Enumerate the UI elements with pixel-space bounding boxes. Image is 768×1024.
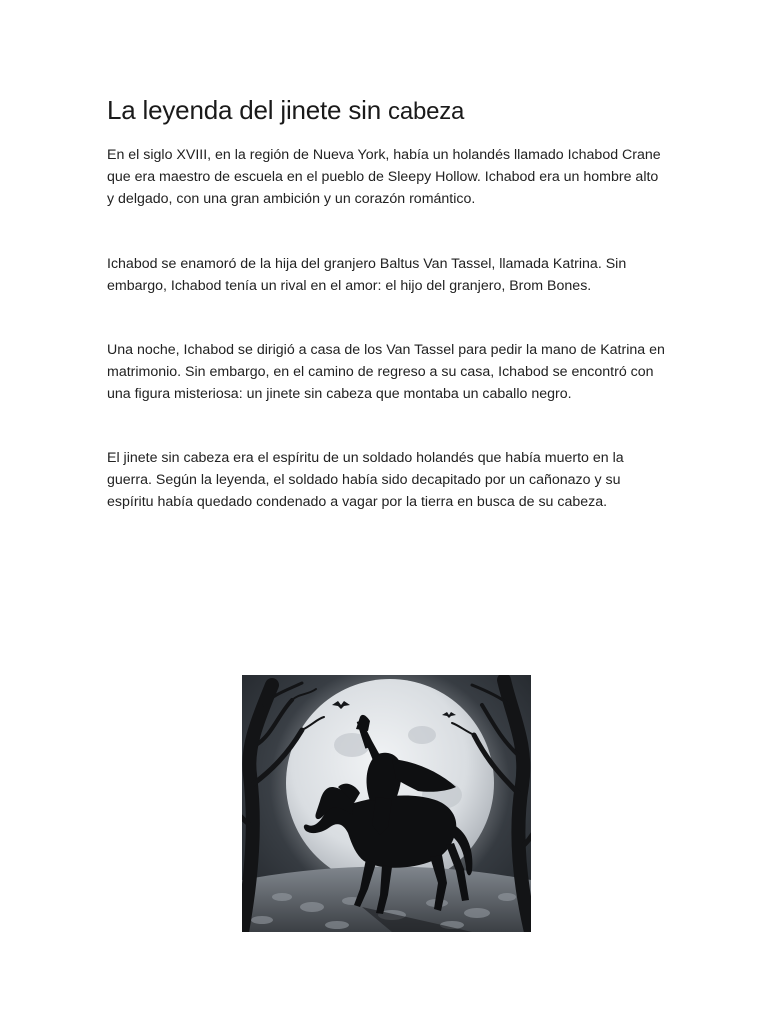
paragraph-1: En el siglo XVIII, en la región de Nueva York, había un holandés llamado Ichabod Crane que era maestro de escuela en el pueblo de Sleepy Hollow. Ichabod era un hombre alto y delgado, con una gran ambición y un corazón romántico. (107, 147, 661, 207)
paragraph-4: El jinete sin cabeza era el espíritu de un soldado holandés que había muerto en la guerra. Según la leyenda, el soldado había sido decapitado por un cañonazo y su espíritu había quedado condenado a vagar por la tierra en busca de su cabeza. (107, 450, 624, 510)
document-title (107, 92, 464, 130)
headless-horseman-illustration (242, 675, 531, 932)
illustration-svg (242, 675, 531, 932)
paragraph-2: Ichabod se enamoró de la hija del granjero Baltus Van Tassel, llamada Katrina. Sin embargo, Ichabod tenía un rival en el amor: el hijo del granjero, Brom Bones. (107, 256, 627, 294)
paragraph-3: Una noche, Ichabod se dirigió a casa de los Van Tassel para pedir la mano de Katrina en matrimonio. Sin embargo, en el camino de regreso a su casa, Ichabod se encontró con una figura misteriosa: un jinete sin cabeza que montaba un caballo negro. (107, 342, 665, 402)
title-tail: cabeza (388, 98, 465, 125)
title-main: La leyenda del jinete sin (107, 95, 389, 125)
